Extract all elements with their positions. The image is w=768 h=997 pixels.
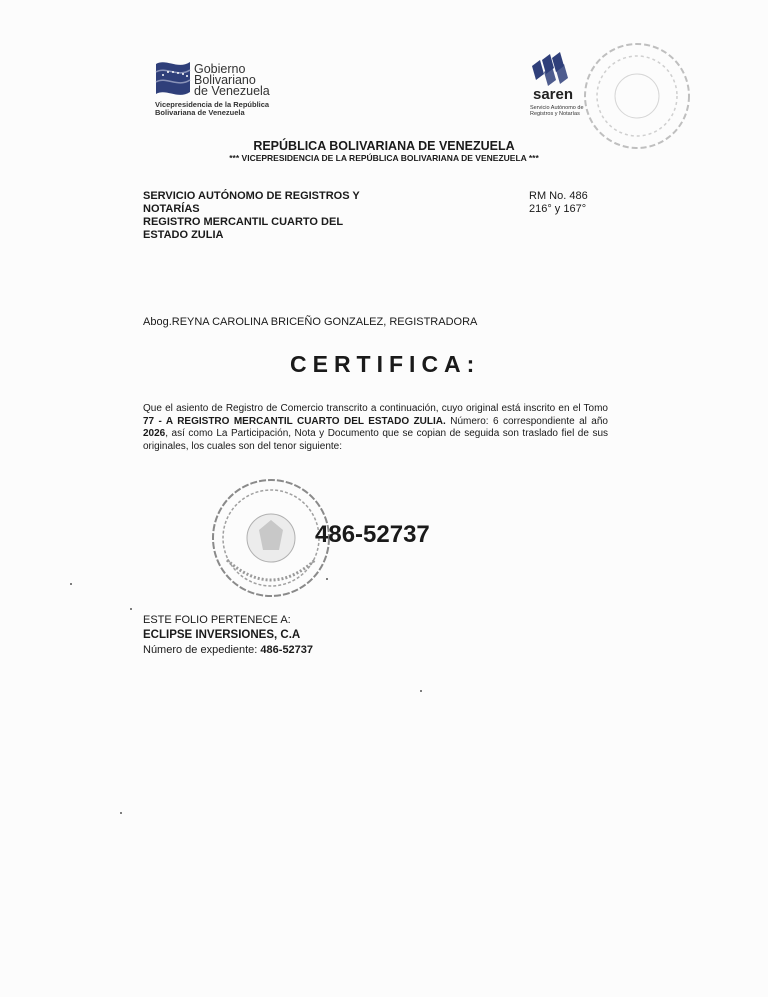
registry-year: 2026 [143, 428, 166, 439]
saren-mark-icon [530, 52, 570, 86]
gobierno-logo [154, 56, 270, 117]
rm-years: 216° y 167° [529, 203, 587, 215]
header-title: REPÚBLICA BOLIVARIANA DE VENEZUELA [253, 139, 515, 153]
expediente-number: 486-52737 [260, 644, 314, 656]
folio-block [143, 613, 313, 658]
gobierno-logo-subtitle: Vicepresidencia de la República Bolivariana de Venezuela [155, 100, 270, 117]
registry-number: 486-52737 [315, 521, 430, 548]
saren-logo [530, 52, 584, 117]
header-subtitle: *** VICEPRESIDENCIA DE LA REPÚBLICA BOLIVARIANA DE VENEZUELA *** [229, 153, 539, 163]
certifica-heading: CERTIFICA: [290, 351, 481, 377]
tomo-reference: 77 - A REGISTRO MERCANTIL CUARTO DEL ESTADO ZULIA. [143, 415, 446, 427]
scan-speck [420, 690, 422, 692]
scan-speck [130, 608, 132, 610]
venezuela-flag-icon [154, 56, 192, 98]
saren-subtitle: Servicio Autónomo de Registros y Notarías [530, 105, 584, 117]
gobierno-logo-text: Gobierno Bolivariano de Venezuela [194, 62, 270, 98]
company-name: ECLIPSE INVERSIONES, C.A [143, 629, 301, 641]
saren-name: saren [533, 86, 574, 103]
scan-speck [326, 578, 328, 580]
scan-speck [70, 583, 72, 585]
rm-number: RM No. 486 [529, 190, 588, 202]
folio-label: ESTE FOLIO PERTENECE A: [143, 614, 291, 626]
office-line-1: SERVICIO AUTÓNOMO DE REGISTROS Y NOTARÍAS [143, 190, 360, 215]
rm-block [529, 190, 588, 216]
expediente-line: Número de expediente: 486-52737 [143, 644, 314, 656]
office-block [143, 190, 373, 242]
registrar-name: Abog.REYNA CAROLINA BRICEÑO GONZALEZ, REGISTRADORA [143, 316, 478, 328]
office-line-2: REGISTRO MERCANTIL CUARTO DEL ESTADO ZULIA [143, 216, 343, 241]
certification-paragraph: Que el asiento de Registro de Comercio transcrito a continuación, cuyo original está inscrito en el Tomo 77 - A REGISTRO MERCANTIL CUARTO DEL ESTADO ZULIA. Número: 6 correspondiente al año 2026, así como La Participación, Nota y Documento que se copian de seguida son traslado fiel de sus originales, los cuales son del tenor siguiente: [143, 403, 608, 452]
scan-speck [120, 812, 122, 814]
